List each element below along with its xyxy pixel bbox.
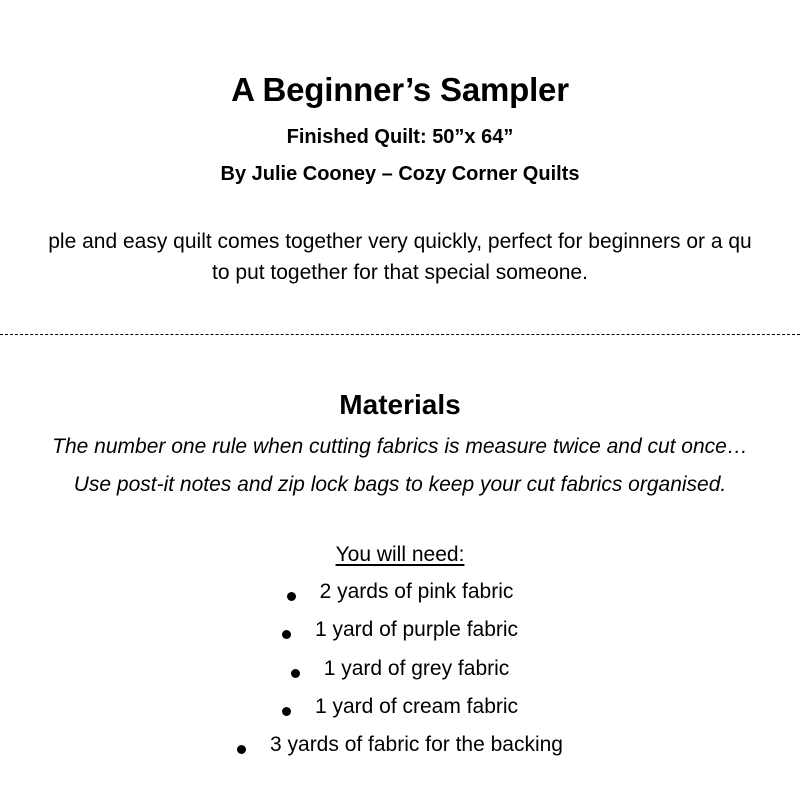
bullet-icon <box>287 592 296 601</box>
bullet-icon <box>282 630 291 639</box>
list-item <box>0 618 800 656</box>
dashed-divider <box>0 334 800 335</box>
materials-list <box>0 580 800 771</box>
list-item-text: 3 yards of fabric for the backing <box>270 733 563 757</box>
cutting-tip-line-2: Use post-it notes and zip lock bags to keep your cut fabrics organised. <box>73 473 727 496</box>
list-item-text: 2 yards of pink fabric <box>319 580 514 603</box>
finished-quilt-size: Finished Quilt: 50”x 64” <box>286 126 514 148</box>
list-item-text: 1 yard of cream fabric <box>314 694 519 718</box>
document-title: A Beginner’s Sampler <box>231 71 569 108</box>
list-item <box>0 695 800 733</box>
bullet-icon <box>282 707 291 716</box>
intro-line-1: ple and easy quilt comes together very quickly, perfect for beginners or a qu <box>48 230 752 253</box>
intro-line-2: to put together for that special someone. <box>212 261 588 284</box>
list-item-text: 1 yard of purple fabric <box>314 618 519 642</box>
list-item <box>0 733 800 771</box>
list-item <box>0 580 800 618</box>
materials-heading: Materials <box>339 389 461 420</box>
list-item-text: 1 yard of grey fabric <box>323 656 510 680</box>
bullet-icon <box>237 745 246 754</box>
you-will-need-heading: You will need: <box>335 543 465 566</box>
list-item <box>0 657 800 695</box>
cutting-tip-line-1: The number one rule when cutting fabrics is measure twice and cut once… <box>52 435 748 458</box>
bullet-icon <box>291 669 300 678</box>
author-byline: By Julie Cooney – Cozy Corner Quilts <box>220 163 580 185</box>
